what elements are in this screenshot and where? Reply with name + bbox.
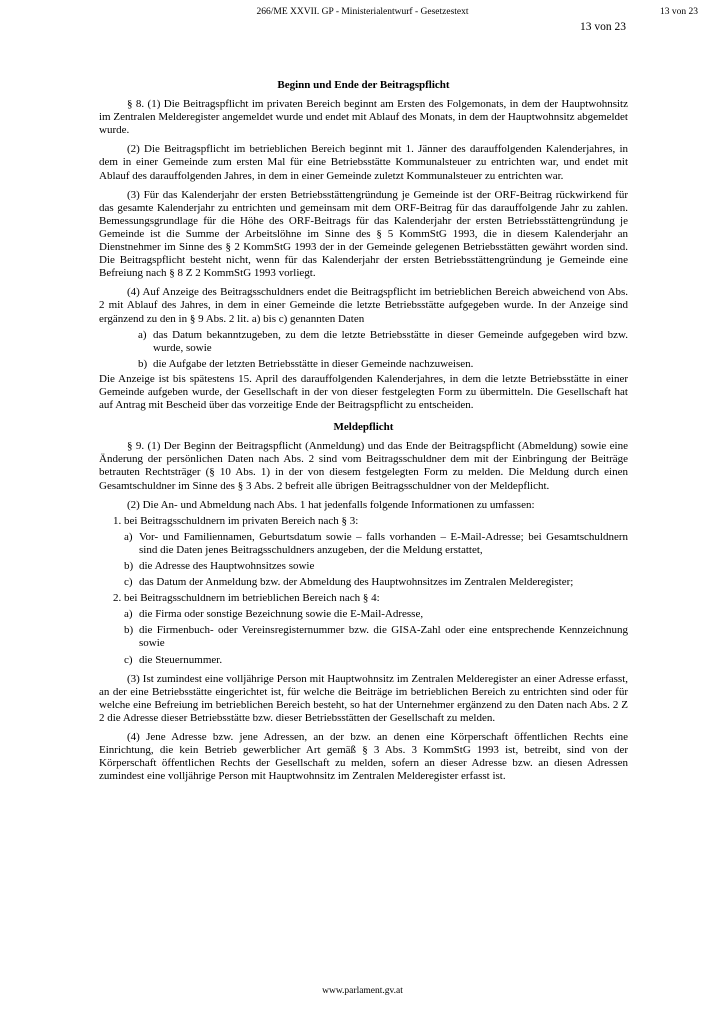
list-item-text: die Firmenbuch- oder Vereinsregisternummer bzw. die GISA-Zahl oder eine entsprechende Kennzeichnung sowie — [139, 624, 628, 650]
list-item-text: die Steuernummer. — [139, 653, 223, 666]
list-item — [99, 560, 628, 573]
paragraph-9-abs1: § 9. (1) Der Beginn der Beitragspflicht (Anmeldung) und das Ende der Beitragspflicht (Abmeldung) sowie eine Änderung der persönlichen Daten nach Abs. 2 sind vom Beitragsschuldner dem mit der Einbringung der Beiträge betrauten Rechtsträger (§ 10 Abs. 1) in der von diesem festgelegten Form zu melden. Die Meldung durch einen Gesamtschuldner im Sinne des § 3 Abs. 2 befreit alle übrigen Beitragsschuldner von der Meldepflicht. — [99, 440, 628, 492]
list-item — [99, 624, 628, 650]
paragraph-9-abs3: (3) Ist zumindest eine volljährige Person mit Hauptwohnsitz im Zentralen Melderegister an einer Adresse erfasst, an der eine Betriebsstätte eingerichtet ist, für welche die Beiträge im betrieblichen Bereich zu entrichten sind oder für welche eine Befreiung im betrieblichen Bereich besteht, so hat der Unternehmer ergänzend zu den Daten nach Abs. 2 Z 2 die Adresse dieser Betriebsstätte bzw. dieser Betriebsstätten der Gesellschaft zu melden. — [99, 672, 628, 724]
list-marker: 1. — [113, 514, 122, 527]
list-marker: b) — [124, 624, 134, 637]
paragraph-8-abs3: (3) Für das Kalenderjahr der ersten Betriebsstättengründung je Gemeinde ist der ORF-Beitrag rückwirkend für das gesamte Kalenderjahr zu entrichten und gemeinsam mit dem ORF-Beitrag für das darauffolgende Jahr zu zahlen. Bemessungsgrundlage für die Höhe des ORF-Beitrags für das Kalenderjahr der ersten Betriebsstättengründung je Gemeinde ist die Summe der Arbeitslöhne im Sinne des § 5 KommStG 1993, die in diesem Kalenderjahr an Dienstnehmer im Sinne des § 2 KommStG 1993 der in der Gemeinde gelegenen Betriebsstätten gewährt worden sind. Die Beitragspflicht besteht nicht, wenn für das Kalenderjahr der ersten Betriebsstättengründung je Gemeinde eine Befreiung nach § 8 Z 2 KommStG 1993 vorliegt. — [99, 188, 628, 280]
list-item — [99, 531, 628, 557]
list-item-text: bei Beitragsschuldnern im betrieblichen Bereich nach § 4: — [124, 592, 380, 605]
section-heading-beitragspflicht: Beginn und Ende der Beitragspflicht — [277, 79, 450, 91]
list-marker: b) — [138, 357, 148, 370]
list-item-text: das Datum bekanntzugeben, zu dem die letzte Betriebsstätte in dieser Gemeinde aufgegeben wird bzw. wurde, sowie — [153, 328, 628, 354]
list-item — [99, 608, 628, 621]
list-item-text: die Aufgabe der letzten Betriebsstätte in dieser Gemeinde nachzuweisen. — [153, 357, 474, 370]
list-item — [99, 576, 628, 589]
list-item — [99, 592, 628, 605]
list-item — [99, 358, 628, 371]
paragraph-9-abs2: (2) Die An- und Abmeldung nach Abs. 1 hat jedenfalls folgende Informationen zu umfassen: — [127, 498, 535, 511]
page-number-repeat: 13 von 23 — [580, 21, 626, 33]
list-marker: a) — [124, 530, 133, 543]
section-heading-meldepflicht: Meldepflicht — [333, 421, 394, 434]
paragraph-8-abs4: (4) Auf Anzeige des Beitragsschuldners endet die Beitragspflicht im betrieblichen Bereich abweichend von Abs. 2 mit Ablauf des Jahres, in dem in einer Gemeinde die letzte Betriebsstätte aufgegeben wurde. In der Anzeige sind ergänzend zu den in § 9 Abs. 2 lit. a) bis c) genannten Daten — [99, 286, 628, 325]
list-item-text: die Adresse des Hauptwohnsitzes sowie — [139, 560, 315, 572]
list-item-text: Vor- und Familiennamen, Geburtsdatum sowie – falls vorhanden – E-Mail-Adresse; bei Gesamtschuldnern sind die Daten jenes Beitragsschuldners anzugeben, der die Meldung erstattet, — [139, 530, 628, 556]
paragraph-8-abs4-continuation: Die Anzeige ist bis spätestens 15. April des darauffolgenden Kalenderjahres, in dem die letzte Betriebsstätte in einer Gemeinde aufgeben wurde, der Gesellschaft in der von dieser festgelegten Form zu übermitteln. Die Gesellschaft hat auf Antrag mit Bescheid über das vorzeitige Ende der Beitragspflicht zu entscheiden. — [99, 372, 628, 412]
list-item-text: bei Beitragsschuldnern im privaten Bereich nach § 3: — [124, 514, 359, 527]
list-marker: 2. — [113, 592, 122, 605]
footer-website: www.parlament.gv.at — [322, 986, 403, 996]
list-marker: c) — [124, 576, 133, 589]
list-item — [99, 515, 628, 528]
list-item — [99, 329, 628, 355]
list-item — [99, 654, 628, 667]
list-marker: a) — [138, 328, 147, 341]
list-marker: a) — [124, 608, 133, 621]
list-item-text: die Firma oder sonstige Bezeichnung sowie die E-Mail-Adresse, — [139, 608, 424, 621]
paragraph-8-abs1: § 8. (1) Die Beitragspflicht im privaten Bereich beginnt am Ersten des Folgemonats, in dem der Hauptwohnsitz im Zentralen Melderegister angemeldet wurde und endet mit Ablauf des Monats, in dem der Hauptwohnsitz abgemeldet wurde. — [99, 98, 628, 137]
paragraph-9-abs4: (4) Jene Adresse bzw. jene Adressen, an der bzw. an denen eine Körperschaft öffentlichen Rechts eine Einrichtung, die kein Betrieb gewerblicher Art gemäß § 3 Abs. 3 KommStG 1993 ist, betreibt, sind von der Körperschaft öffentlichen Rechts der Gesellschaft zu melden, sofern an dieser Adresse bzw. an diesen Adressen zumindest eine volljährige Person mit Hauptwohnsitz im Zentralen Melderegister erfasst ist. — [99, 731, 628, 783]
document-reference: 266/ME XXVII. GP - Ministerialentwurf - Gesetzestext — [256, 7, 469, 17]
paragraph-8-abs2: (2) Die Beitragspflicht im betrieblichen Bereich beginnt mit 1. Jänner des darauffolgenden Kalenderjahres, in dem in einer Gemeinde zum ersten Mal für eine Betriebsstätte Kommunalsteuer zu entrichten war, und endet mit Ablauf des darauffolgenden Jahres, in dem in einer Gemeinde zuletzt Kommunalsteuer zu entrichten war. — [99, 143, 628, 182]
page-number-header: 13 von 23 — [660, 7, 698, 17]
list-marker: c) — [124, 653, 133, 666]
list-marker: b) — [124, 560, 134, 572]
law-text-body — [99, 72, 628, 783]
list-item-text: das Datum der Anmeldung bzw. der Abmeldung des Hauptwohnsitzes im Zentralen Melderegister; — [139, 576, 574, 589]
